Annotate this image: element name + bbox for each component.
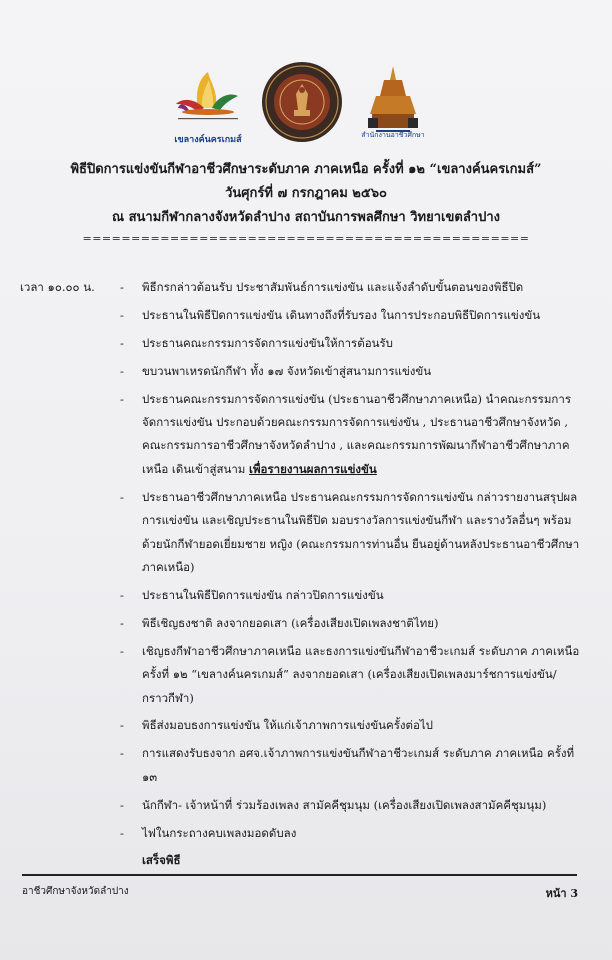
footer-divider <box>22 874 577 876</box>
header-date: วันศุกร์ที่ ๗ กรกฎาคม ๒๕๖๐ <box>225 186 387 201</box>
list-item: - ไฟในกระถางคบเพลงมอดดับลง <box>120 822 580 845</box>
schedule-time: เวลา ๑๐.๐๐ น. <box>20 280 95 294</box>
list-item: - ประธานคณะกรรมการจัดการแข่งขันให้การต้อนรับ <box>120 332 580 355</box>
bullet-dash: - <box>120 587 124 602</box>
list-item: - พิธีกรกล่าวต้อนรับ ประชาสัมพันธ์การแข่งขัน และแจ้งลำดับขั้นตอนของพิธีปิด <box>120 276 580 299</box>
header-venue: ณ สนามกีฬากลางจังหวัดลำปาง สถาบันการพลศึกษา วิทยาเขตลำปาง <box>112 210 500 225</box>
vocational-emblem-caption: สำนักงานอาชีวศึกษา <box>361 131 425 139</box>
bullet-dash: - <box>120 335 124 350</box>
page-number: หน้า 3 <box>545 887 578 900</box>
footer-organization: อาชีวศึกษาจังหวัดลำปาง <box>22 886 129 897</box>
bullet-dash: - <box>120 363 124 378</box>
list-item: - ประธานอาชีวศึกษาภาคเหนือ ประธานคณะกรรมการจัดการแข่งขัน กล่าวรายงานสรุปผลการแข่งขัน และเชิญประธานในพิธีปิด มอบรางวัลการแข่งขันกีฬา และรางวัลอื่นๆ พร้อมด้วยนักกีฬายอดเยี่ยมชาย หญิง (คณะกรรมการท่านอื่น ยืนอยู่ด้านหลังประธานอาชีวศึกษาภาคเหนือ) <box>120 486 580 580</box>
list-item: - นักกีฬา- เจ้าหน้าที่ ร่วมร้องเพลง สามัคคีชุมนุม (เครื่องเสียงเปิดเพลงสามัคคีชุมนุม) <box>120 794 580 817</box>
games-logo-icon <box>168 68 248 134</box>
games-logo-caption: เขลางค์นครเกมส์ <box>174 135 242 145</box>
list-item: - ขบวนพาเหรดนักกีฬา ทั้ง ๑๗ จังหวัดเข้าสู่สนามการแข่งขัน <box>120 360 580 383</box>
bullet-dash: - <box>120 615 124 630</box>
bullet-dash: - <box>120 746 124 761</box>
list-item: - พิธีเชิญธงชาติ ลงจากยอดเสา (เครื่องเสียงเปิดเพลงชาติไทย) <box>120 612 580 635</box>
bullet-dash: - <box>120 280 124 294</box>
emphasis-text: เพื่อรายงานผลการแข่งขัน <box>249 461 377 476</box>
header-title: พิธีปิดการแข่งขันกีฬาอาชีวศึกษาระดับภาค ภาคเหนือ ครั้งที่ ๑๒ “เขลางค์นครเกมส์” <box>70 162 542 177</box>
schedule-list <box>120 276 580 873</box>
seal-icon <box>260 60 344 144</box>
bullet-dash: - <box>120 391 124 406</box>
list-item: - พิธีส่งมอบธงการแข่งขัน ให้แก่เจ้าภาพการแข่งขันครั้งต่อไป <box>120 714 580 737</box>
bullet-dash: - <box>120 825 124 840</box>
document-header <box>0 158 612 245</box>
bullet-dash: - <box>120 797 124 812</box>
list-item: - เชิญธงกีฬาอาชีวศึกษาภาคเหนือ และธงการแข่งขันกีฬาอาชีวะเกมส์ ระดับภาค ภาคเหนือ ครั้งที่ ๑๒ “เขลางค์นครเกมส์” ลงจากยอดเสา (เครื่องเสียงเปิดเพลงมาร์ชการแข่งขัน/กราวกีฬา) <box>120 640 580 710</box>
bullet-dash: - <box>120 643 124 658</box>
bullet-dash: - <box>120 718 124 733</box>
list-item: - ประธานในพิธีปิดการแข่งขัน เดินทางถึงที่รับรอง ในการประกอบพิธีปิดการแข่งขัน <box>120 304 580 327</box>
bullet-dash: - <box>120 307 124 322</box>
bullet-dash: - <box>120 489 124 504</box>
list-item: - ประธานคณะกรรมการจัดการแข่งขัน (ประธานอาชีวศึกษาภาคเหนือ) นำคณะกรรมการจัดการแข่งขัน ประกอบด้วยคณะกรรมการจัดการแข่งขัน , ประธานอาชีวศึกษาจังหวัด , คณะกรรมการอาชีวศึกษาจังหวัดลำปาง , และคณะกรรมการพัฒนากีฬาอาชีวศึกษาภาคเหนือ เดินเข้าสู่สนาม เพื่อรายงานผลการแข่งขัน <box>120 388 580 482</box>
header-separator: ============================================== <box>82 232 530 245</box>
list-item: - การแสดงรับธงจาก อศจ.เจ้าภาพการแข่งขันกีฬาอาชีวะเกมส์ ระดับภาค ภาคเหนือ ครั้งที่ ๑๓ <box>120 742 580 789</box>
closing-text: เสร็จพิธี <box>142 853 181 868</box>
list-item: - ประธานในพิธีปิดการแข่งขัน กล่าวปิดการแข่งขัน <box>120 584 580 607</box>
logo-row <box>0 58 612 148</box>
